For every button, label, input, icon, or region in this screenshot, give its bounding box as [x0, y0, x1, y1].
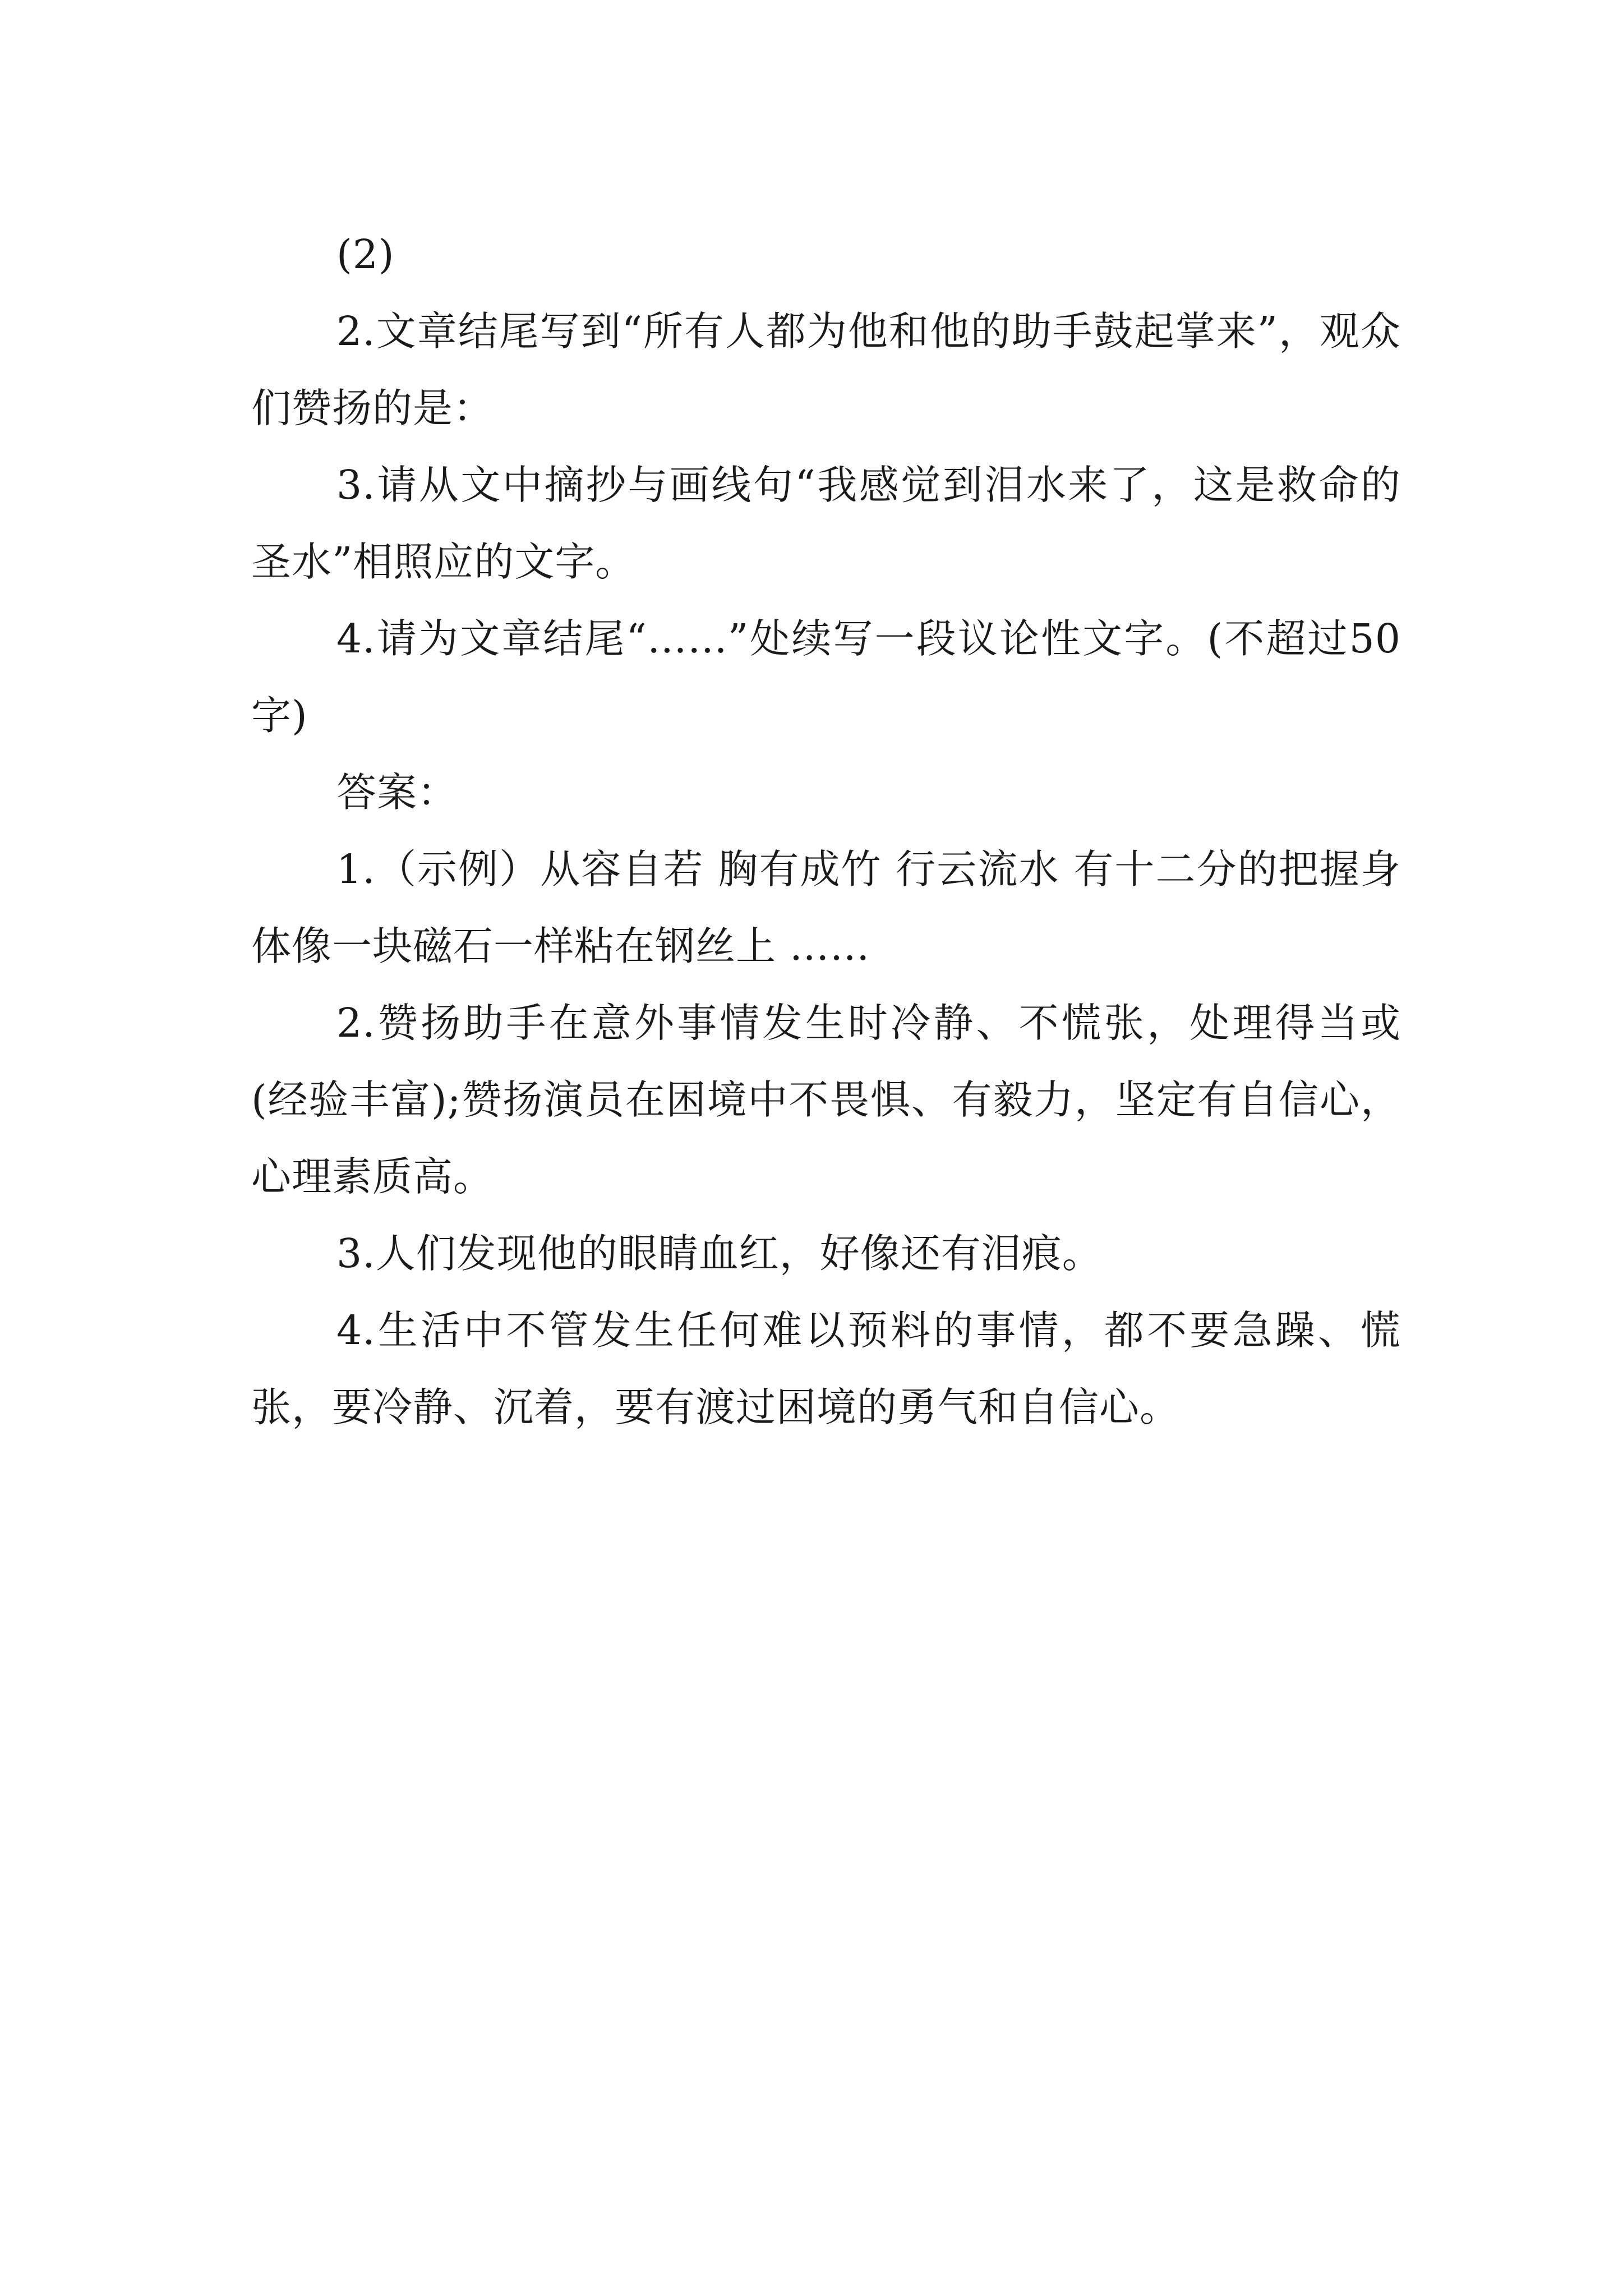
answer-heading: 答案： — [336, 769, 458, 816]
answer-3: 3.人们发现他的眼睛血红，好像还有泪痕。 — [336, 1230, 1103, 1277]
answer-1: 1.（示例）从容自若 胸有成竹 行云流水 有十二分的把握身体像一块磁石一样粘在钢丝上 …… — [251, 846, 1401, 969]
answer-2: 2.赞扬助手在意外事情发生时冷静、不慌张，处理得当或(经验丰富);赞扬演员在困境中不畏惧、有毅力，坚定有自信心，心理素质高。 — [251, 1000, 1401, 1200]
question-4: 4.请为文章结尾“……”处续写一段议论性文字。(不超过50字) — [251, 615, 1401, 739]
question-part-2: (2) — [336, 231, 395, 278]
question-3: 3.请从文中摘抄与画线句“我感觉到泪水来了，这是救命的圣水”相照应的文字。 — [251, 462, 1401, 585]
question-2: 2.文章结尾写到“所有人都为他和他的助手鼓起掌来”，观众们赞扬的是： — [251, 308, 1401, 431]
answer-4: 4.生活中不管发生任何难以预料的事情，都不要急躁、慌张，要冷静、沉着，要有渡过困境的勇气和自信心。 — [251, 1307, 1401, 1430]
document-body — [251, 216, 1401, 1446]
